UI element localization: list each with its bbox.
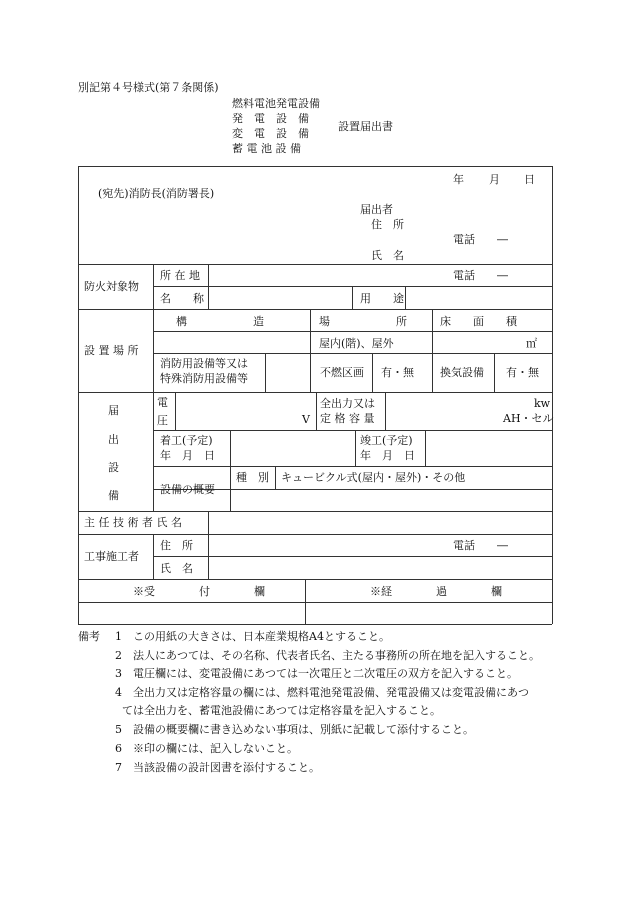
finish-ymd: 年 月 日 bbox=[360, 449, 415, 462]
name-label: 氏 名 bbox=[371, 249, 404, 262]
note-2-number: 2 bbox=[115, 649, 122, 662]
ventilation-choice: 有・無 bbox=[506, 366, 539, 379]
output-label-2: 定 格 容 量 bbox=[320, 412, 375, 425]
kw-unit: kw bbox=[534, 397, 551, 410]
progress-label: ※経 過 欄 bbox=[370, 585, 502, 598]
contractor-address-label: 住 所 bbox=[160, 539, 193, 552]
floor-area-label: 床 面 積 bbox=[440, 315, 517, 328]
location-phone-dash: ― bbox=[497, 269, 508, 282]
fire-target-label: 防火対象物 bbox=[84, 280, 139, 293]
contractor-phone-dash: ― bbox=[497, 539, 508, 552]
use-label: 用 途 bbox=[360, 292, 404, 305]
start-label: 着工(予定) bbox=[160, 434, 213, 447]
noncombustible-choice: 有・無 bbox=[381, 366, 414, 379]
phone-dash: ― bbox=[497, 233, 508, 246]
note-7-text: 当該設備の設計図書を添付すること。 bbox=[133, 761, 320, 774]
date-month: 月 bbox=[489, 173, 500, 186]
note-3-text: 電圧欄には、変電設備にあつては一次電圧と二次電圧の双方を記入すること。 bbox=[133, 667, 518, 680]
note-5-number: 5 bbox=[115, 723, 122, 736]
address-label: 住 所 bbox=[371, 218, 404, 231]
volt-unit: V bbox=[302, 413, 310, 426]
notes-label: 備考 bbox=[78, 630, 100, 643]
note-4-text: 全出力又は定格容量の欄には、燃料電池発電設備、発電設備又は変電設備にあつ bbox=[133, 686, 529, 699]
kind-value: キュービクル式(屋内・屋外)・その他 bbox=[281, 471, 466, 484]
note-4-continuation: ては全出力を、蓄電池設備にあつては定格容量を記入すること。 bbox=[122, 704, 441, 717]
finish-label: 竣工(予定) bbox=[360, 434, 413, 447]
designation-label: 名 称 bbox=[160, 292, 204, 305]
facility-type-generator: 発 電 設 備 bbox=[232, 112, 309, 125]
kind-label: 種 別 bbox=[236, 471, 269, 484]
facility-type-transformer: 変 電 設 備 bbox=[232, 127, 309, 140]
contractor-name-label: 氏 名 bbox=[160, 562, 193, 575]
outline-label: 設備の概要 bbox=[160, 483, 215, 496]
noncombustible-label: 不燃区画 bbox=[320, 366, 364, 379]
location-phone-label: 電話 bbox=[453, 269, 475, 282]
location-label: 所 在 地 bbox=[160, 269, 200, 282]
facility-type-fuel-cell: 燃料電池発電設備 bbox=[232, 97, 320, 110]
chief-engineer-label: 主 任 技 術 者 氏 名 bbox=[84, 516, 182, 529]
date-day: 日 bbox=[524, 173, 535, 186]
note-3-number: 3 bbox=[115, 667, 122, 680]
reported-equipment-char-4: 備 bbox=[108, 489, 119, 502]
form-number: 別記第４号様式(第７条関係) bbox=[78, 81, 219, 94]
place-label: 場 所 bbox=[319, 315, 407, 328]
voltage-label-2: 圧 bbox=[157, 414, 168, 427]
phone-label: 電話 bbox=[453, 233, 475, 246]
note-6-number: 6 bbox=[115, 742, 122, 755]
fire-equipment-label-1: 消防用設備等又は bbox=[160, 357, 248, 370]
install-place-label: 設 置 場 所 bbox=[84, 344, 139, 357]
reported-equipment-char-1: 届 bbox=[108, 404, 119, 417]
reported-equipment-char-3: 設 bbox=[108, 461, 119, 474]
date-year: 年 bbox=[453, 173, 464, 186]
reception-label: ※受 付 欄 bbox=[133, 585, 265, 598]
note-1-number: 1 bbox=[115, 630, 122, 643]
structure-label: 構 造 bbox=[176, 315, 264, 328]
addressee: (宛先)消防長(消防署長) bbox=[98, 187, 215, 200]
notifier-label: 届出者 bbox=[360, 203, 393, 216]
square-meter-unit: ㎡ bbox=[526, 337, 537, 350]
note-7-number: 7 bbox=[115, 761, 122, 774]
note-1-text: この用紙の大きさは、日本産業規格A4とすること。 bbox=[133, 630, 390, 643]
output-label-1: 全出力又は bbox=[320, 397, 375, 410]
note-6-text: ※印の欄には、記入しないこと。 bbox=[133, 742, 298, 755]
start-ymd: 年 月 日 bbox=[160, 449, 215, 462]
voltage-label-1: 電 bbox=[157, 396, 168, 409]
document-title: 設置届出書 bbox=[338, 120, 393, 133]
note-4-number: 4 bbox=[115, 686, 122, 699]
note-5-text: 設備の概要欄に書き込めない事項は、別紙に記載して添付すること。 bbox=[133, 723, 474, 736]
ventilation-label: 換気設備 bbox=[440, 366, 484, 379]
reported-equipment-char-2: 出 bbox=[108, 433, 119, 446]
fire-equipment-label-2: 特殊消防用設備等 bbox=[160, 372, 248, 385]
indoor-outdoor-label: 屋内(階)、屋外 bbox=[319, 337, 394, 350]
ah-unit: AH・セル bbox=[503, 412, 554, 425]
note-2-text: 法人にあつては、その名称、代表者氏名、主たる事務所の所在地を記入すること。 bbox=[133, 649, 540, 662]
contractor-phone-label: 電話 bbox=[453, 539, 475, 552]
facility-type-battery: 蓄 電 池 設 備 bbox=[232, 142, 301, 155]
contractor-label: 工事施工者 bbox=[84, 550, 139, 563]
